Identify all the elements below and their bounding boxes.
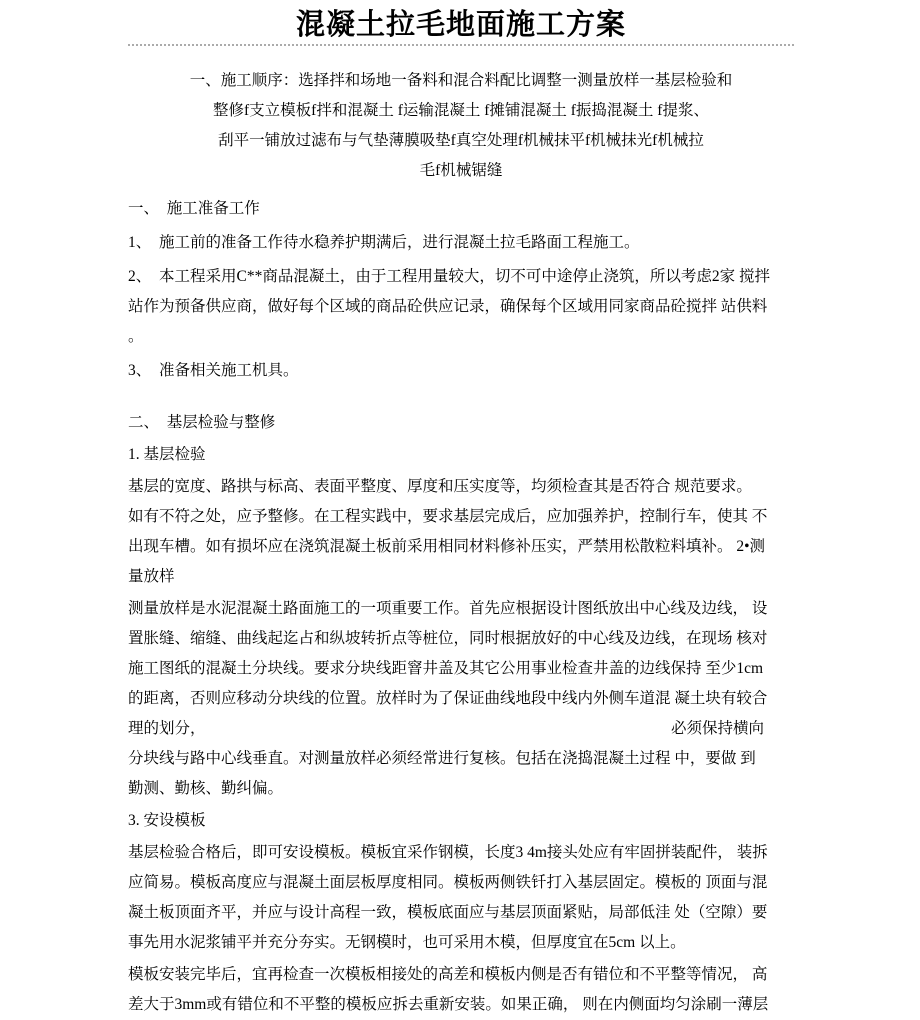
text-line: 站作为预备供应商，做好每个区域的商品砼供应记录，确保每个区域用同家商品砼搅拌 站供料 xyxy=(128,298,768,315)
text-line: 事先用水泥浆铺平并充分夯实。无钢模时，也可采用木模，但厚度宜在5cm 以上。 xyxy=(128,934,686,951)
text-line: 一、施工顺序：选择拌和场地一备料和混合料配比调整一测量放样一基层检验和 xyxy=(189,72,733,89)
text-line: 出现车槽。如有损坏应在浇筑混凝土板前采用相同材料修补压实，严禁用松散粒料填补。 2•测 xyxy=(128,538,766,555)
section2-paragraph-4 xyxy=(128,960,794,1020)
text-line: 刮平一铺放过滤布与气垫薄膜吸垫f真空处理f机械抹平f机械抹光f机械拉 xyxy=(218,132,704,149)
title-divider-line xyxy=(128,44,794,46)
section1-item1 xyxy=(128,228,794,258)
text-line: 量放样 xyxy=(128,568,175,585)
text-line: 如有不符之处，应予整修。在工程实践中，要求基层完成后，应加强养护，控制行车，使其 不 xyxy=(128,508,768,525)
section1-item3 xyxy=(128,356,794,386)
text-line: 1、 施工前的准备工作待水稳养护期满后，进行混凝土拉毛路面工程施工。 xyxy=(128,234,640,251)
text-line: 差大于3mm或有错位和不平整的模板应拆去重新安装。如果正确， 则在内侧面均匀涂刷一薄层 xyxy=(128,996,769,1013)
text-line: 基层的宽度、路拱与标高、表面平整度、厚度和压实度等，均须检查其是否符合 规范要求。 xyxy=(128,478,752,495)
section1-heading: 一、 施工准备工作 xyxy=(128,200,260,217)
split-text-line xyxy=(128,714,794,744)
text-line: 毛f机械锯缝 xyxy=(419,162,503,179)
section2-paragraph-3 xyxy=(128,838,794,958)
text-line: 2、 本工程采用C**商品混凝土，由于工程用量较大，切不可中途停止浇筑，所以考虑2家 搅拌 xyxy=(128,268,770,285)
section2-paragraph-2b xyxy=(128,744,794,804)
text-line: 分块线与路中心线垂直。对测量放样必须经常进行复核。包括在浇捣混凝土过程 中，要做 到 xyxy=(128,750,756,767)
text-line: 的距离，否则应移动分块线的位置。放样时为了保证曲线地段中线内外侧车道混 凝土块有较合 xyxy=(128,690,768,707)
section2-paragraph-2 xyxy=(128,594,794,714)
split-line-right: 必须保持横向 xyxy=(670,720,764,737)
document-title: 混凝土拉毛地面施工方案 xyxy=(295,9,626,41)
text-line: 模板安装完毕后，宜再检查一次模板相接处的高差和模板内侧是否有错位和不平整等情况， 高 xyxy=(128,966,768,983)
section2-heading: 二、 基层检验与整修 xyxy=(128,414,276,431)
text-line: 凝土板顶面齐平，并应与设计高程一致，模板底面应与基层顶面紧贴，局部低洼 处（空隙）要 xyxy=(128,904,768,921)
text-line: 基层检验合格后，即可安设模板。模板宜采作钢模，长度3 4m接头处应有牢固拼装配件， 装拆 xyxy=(128,844,768,861)
text-line: 施工图纸的混凝土分块线。要求分块线距窨井盖及其它公用事业检查井盖的边线保持 至少1cm xyxy=(128,660,764,677)
intro-paragraph xyxy=(128,66,794,186)
text-line: 应简易。模板高度应与混凝土面层板厚度相同。模板两侧铁钎打入基层固定。模板的 顶面与混 xyxy=(128,874,768,891)
text-line: 整修f支立模板f拌和混凝土 f运输混凝土 f摊铺混凝土 f振捣混凝土 f提浆、 xyxy=(213,102,709,119)
text-line: 置胀缝、缩缝、曲线起迄占和纵坡转折点等桩位，同时根据放好的中心线及边线，在现场 核对 xyxy=(128,630,768,647)
section2-subheading-1: 1. 基层检验 xyxy=(128,446,206,463)
text-line: 测量放样是水泥混凝土路面施工的一项重要工作。首先应根据设计图纸放出中心线及边线， 设 xyxy=(128,600,768,617)
section2-paragraph-1 xyxy=(128,472,794,592)
text-line: 。 xyxy=(128,328,144,345)
text-line: 勤测、勤核、勤纠偏。 xyxy=(128,780,284,797)
section2-subheading-2: 3. 安设模板 xyxy=(128,812,206,829)
section1-item2 xyxy=(128,262,794,352)
split-line-left: 理的划分， xyxy=(128,720,206,737)
text-line: 3、 准备相关施工机具。 xyxy=(128,362,299,379)
